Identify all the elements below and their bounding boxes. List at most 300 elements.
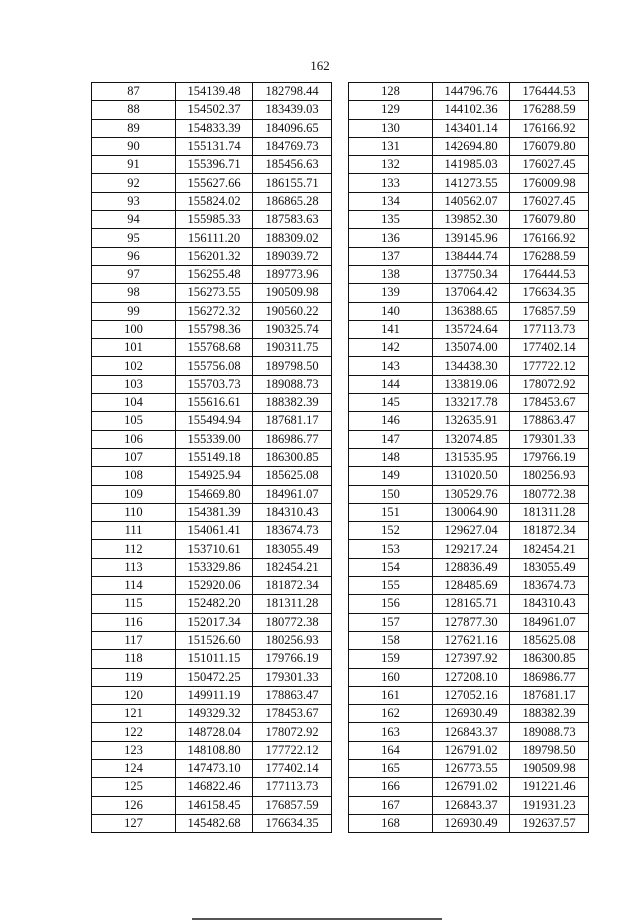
x-coordinate-cell: 143401.14	[433, 119, 510, 137]
y-coordinate-cell: 176444.53	[510, 83, 589, 101]
point-number-cell: 90	[92, 137, 176, 155]
y-coordinate-cell: 187681.17	[253, 412, 332, 430]
x-coordinate-cell: 145482.68	[176, 814, 253, 832]
point-number-cell: 112	[92, 540, 176, 558]
y-coordinate-cell: 188382.39	[510, 705, 589, 723]
x-coordinate-cell: 155798.36	[176, 320, 253, 338]
y-coordinate-cell: 178072.92	[510, 375, 589, 393]
point-number-cell: 155	[349, 577, 433, 595]
table-row	[349, 229, 589, 247]
point-number-cell: 98	[92, 284, 176, 302]
x-coordinate-cell: 149911.19	[176, 686, 253, 704]
y-coordinate-cell: 180256.93	[253, 631, 332, 649]
table-row	[92, 650, 332, 668]
point-number-cell: 91	[92, 156, 176, 174]
point-number-cell: 152	[349, 522, 433, 540]
table-row	[92, 741, 332, 759]
x-coordinate-cell: 137750.34	[433, 265, 510, 283]
y-coordinate-cell: 189088.73	[510, 723, 589, 741]
y-coordinate-cell: 179301.33	[510, 430, 589, 448]
point-number-cell: 109	[92, 485, 176, 503]
x-coordinate-cell: 133819.06	[433, 375, 510, 393]
x-coordinate-cell: 156255.48	[176, 265, 253, 283]
y-coordinate-cell: 181311.28	[253, 595, 332, 613]
x-coordinate-cell: 144102.36	[433, 101, 510, 119]
x-coordinate-cell: 155149.18	[176, 448, 253, 466]
y-coordinate-cell: 179766.19	[510, 448, 589, 466]
point-number-cell: 133	[349, 174, 433, 192]
x-coordinate-cell: 126791.02	[433, 741, 510, 759]
point-number-cell: 115	[92, 595, 176, 613]
table-row	[349, 613, 589, 631]
table-row	[349, 101, 589, 119]
y-coordinate-cell: 180256.93	[510, 467, 589, 485]
x-coordinate-cell: 152017.34	[176, 613, 253, 631]
point-number-cell: 105	[92, 412, 176, 430]
point-number-cell: 117	[92, 631, 176, 649]
y-coordinate-cell: 177113.73	[510, 320, 589, 338]
x-coordinate-cell: 155339.00	[176, 430, 253, 448]
y-coordinate-cell: 176079.80	[510, 211, 589, 229]
table-row	[92, 211, 332, 229]
table-row	[349, 357, 589, 375]
x-coordinate-cell: 127208.10	[433, 668, 510, 686]
point-number-cell: 143	[349, 357, 433, 375]
table-row	[92, 595, 332, 613]
x-coordinate-cell: 151526.60	[176, 631, 253, 649]
point-number-cell: 168	[349, 814, 433, 832]
table-row	[349, 723, 589, 741]
y-coordinate-cell: 176634.35	[510, 284, 589, 302]
point-number-cell: 130	[349, 119, 433, 137]
table-row	[92, 448, 332, 466]
x-coordinate-cell: 155494.94	[176, 412, 253, 430]
point-number-cell: 93	[92, 192, 176, 210]
y-coordinate-cell: 190311.75	[253, 339, 332, 357]
table-row	[349, 503, 589, 521]
x-coordinate-cell: 152482.20	[176, 595, 253, 613]
table-row	[349, 778, 589, 796]
table-row	[92, 558, 332, 576]
table-row	[349, 796, 589, 814]
y-coordinate-cell: 176288.59	[510, 101, 589, 119]
x-coordinate-cell: 135724.64	[433, 320, 510, 338]
table-row	[92, 339, 332, 357]
y-coordinate-cell: 189798.50	[253, 357, 332, 375]
coordinates-table-right	[348, 82, 589, 833]
table-row	[349, 412, 589, 430]
point-number-cell: 160	[349, 668, 433, 686]
x-coordinate-cell: 139145.96	[433, 229, 510, 247]
coordinates-table-left	[91, 82, 332, 833]
point-number-cell: 156	[349, 595, 433, 613]
point-number-cell: 89	[92, 119, 176, 137]
x-coordinate-cell: 141273.55	[433, 174, 510, 192]
point-number-cell: 102	[92, 357, 176, 375]
y-coordinate-cell: 192637.57	[510, 814, 589, 832]
table-row	[92, 540, 332, 558]
table-row	[92, 613, 332, 631]
x-coordinate-cell: 141985.03	[433, 156, 510, 174]
y-coordinate-cell: 186865.28	[253, 192, 332, 210]
y-coordinate-cell: 183674.73	[510, 577, 589, 595]
point-number-cell: 96	[92, 247, 176, 265]
point-number-cell: 142	[349, 339, 433, 357]
bottom-scan-line	[192, 918, 442, 920]
x-coordinate-cell: 152920.06	[176, 577, 253, 595]
y-coordinate-cell: 189798.50	[510, 741, 589, 759]
point-number-cell: 123	[92, 741, 176, 759]
y-coordinate-cell: 186986.77	[253, 430, 332, 448]
point-number-cell: 99	[92, 302, 176, 320]
table-row	[349, 302, 589, 320]
table-row	[92, 229, 332, 247]
table-row	[349, 119, 589, 137]
x-coordinate-cell: 126843.37	[433, 723, 510, 741]
point-number-cell: 161	[349, 686, 433, 704]
table-row	[92, 705, 332, 723]
y-coordinate-cell: 187681.17	[510, 686, 589, 704]
point-number-cell: 106	[92, 430, 176, 448]
y-coordinate-cell: 189088.73	[253, 375, 332, 393]
y-coordinate-cell: 183055.49	[253, 540, 332, 558]
y-coordinate-cell: 187583.63	[253, 211, 332, 229]
table-row	[349, 394, 589, 412]
y-coordinate-cell: 182798.44	[253, 83, 332, 101]
point-number-cell: 141	[349, 320, 433, 338]
table-row	[92, 247, 332, 265]
y-coordinate-cell: 190325.74	[253, 320, 332, 338]
y-coordinate-cell: 176027.45	[510, 192, 589, 210]
point-number-cell: 164	[349, 741, 433, 759]
x-coordinate-cell: 148728.04	[176, 723, 253, 741]
x-coordinate-cell: 127621.16	[433, 631, 510, 649]
x-coordinate-cell: 153329.86	[176, 558, 253, 576]
point-number-cell: 122	[92, 723, 176, 741]
table-row	[92, 302, 332, 320]
point-number-cell: 124	[92, 759, 176, 777]
table-row	[92, 320, 332, 338]
x-coordinate-cell: 126930.49	[433, 705, 510, 723]
point-number-cell: 150	[349, 485, 433, 503]
y-coordinate-cell: 176166.92	[510, 119, 589, 137]
point-number-cell: 87	[92, 83, 176, 101]
point-number-cell: 166	[349, 778, 433, 796]
table-row	[349, 320, 589, 338]
table-row	[349, 137, 589, 155]
y-coordinate-cell: 190560.22	[253, 302, 332, 320]
table-row	[349, 741, 589, 759]
x-coordinate-cell: 155627.66	[176, 174, 253, 192]
table-row	[349, 595, 589, 613]
table-row	[92, 577, 332, 595]
table-row	[92, 119, 332, 137]
table-row	[92, 814, 332, 832]
x-coordinate-cell: 155824.02	[176, 192, 253, 210]
table-row	[92, 156, 332, 174]
point-number-cell: 104	[92, 394, 176, 412]
table-row	[349, 339, 589, 357]
coordinates-table-left-body	[92, 83, 332, 833]
y-coordinate-cell: 184310.43	[253, 503, 332, 521]
x-coordinate-cell: 154061.41	[176, 522, 253, 540]
table-row	[349, 522, 589, 540]
point-number-cell: 134	[349, 192, 433, 210]
x-coordinate-cell: 156273.55	[176, 284, 253, 302]
x-coordinate-cell: 154833.39	[176, 119, 253, 137]
x-coordinate-cell: 128485.69	[433, 577, 510, 595]
y-coordinate-cell: 179301.33	[253, 668, 332, 686]
x-coordinate-cell: 127052.16	[433, 686, 510, 704]
y-coordinate-cell: 190509.98	[253, 284, 332, 302]
table-row	[349, 577, 589, 595]
y-coordinate-cell: 183674.73	[253, 522, 332, 540]
y-coordinate-cell: 177722.12	[510, 357, 589, 375]
x-coordinate-cell: 126843.37	[433, 796, 510, 814]
x-coordinate-cell: 156111.20	[176, 229, 253, 247]
table-row	[349, 467, 589, 485]
x-coordinate-cell: 142694.80	[433, 137, 510, 155]
x-coordinate-cell: 144796.76	[433, 83, 510, 101]
y-coordinate-cell: 176288.59	[510, 247, 589, 265]
table-row	[349, 375, 589, 393]
point-number-cell: 137	[349, 247, 433, 265]
coordinates-table-right-body	[349, 83, 589, 833]
x-coordinate-cell: 153710.61	[176, 540, 253, 558]
table-row	[349, 448, 589, 466]
point-number-cell: 167	[349, 796, 433, 814]
point-number-cell: 119	[92, 668, 176, 686]
point-number-cell: 157	[349, 613, 433, 631]
point-number-cell: 129	[349, 101, 433, 119]
x-coordinate-cell: 151011.15	[176, 650, 253, 668]
x-coordinate-cell: 126791.02	[433, 778, 510, 796]
x-coordinate-cell: 135074.00	[433, 339, 510, 357]
y-coordinate-cell: 188309.02	[253, 229, 332, 247]
table-row	[92, 357, 332, 375]
x-coordinate-cell: 131535.95	[433, 448, 510, 466]
table-row	[92, 686, 332, 704]
y-coordinate-cell: 188382.39	[253, 394, 332, 412]
y-coordinate-cell: 182454.21	[510, 540, 589, 558]
point-number-cell: 131	[349, 137, 433, 155]
table-row	[349, 174, 589, 192]
point-number-cell: 148	[349, 448, 433, 466]
x-coordinate-cell: 154139.48	[176, 83, 253, 101]
y-coordinate-cell: 184961.07	[510, 613, 589, 631]
x-coordinate-cell: 156272.32	[176, 302, 253, 320]
table-row	[92, 284, 332, 302]
x-coordinate-cell: 149329.32	[176, 705, 253, 723]
y-coordinate-cell: 176027.45	[510, 156, 589, 174]
table-row	[349, 83, 589, 101]
y-coordinate-cell: 184310.43	[510, 595, 589, 613]
table-row	[92, 412, 332, 430]
y-coordinate-cell: 178072.92	[253, 723, 332, 741]
point-number-cell: 111	[92, 522, 176, 540]
point-number-cell: 158	[349, 631, 433, 649]
table-row	[349, 668, 589, 686]
y-coordinate-cell: 178863.47	[253, 686, 332, 704]
y-coordinate-cell: 185456.63	[253, 156, 332, 174]
y-coordinate-cell: 176857.59	[253, 796, 332, 814]
x-coordinate-cell: 131020.50	[433, 467, 510, 485]
table-row	[349, 650, 589, 668]
point-number-cell: 113	[92, 558, 176, 576]
x-coordinate-cell: 128165.71	[433, 595, 510, 613]
table-row	[349, 485, 589, 503]
table-row	[92, 723, 332, 741]
table-row	[349, 705, 589, 723]
x-coordinate-cell: 154502.37	[176, 101, 253, 119]
x-coordinate-cell: 132074.85	[433, 430, 510, 448]
x-coordinate-cell: 127877.30	[433, 613, 510, 631]
point-number-cell: 165	[349, 759, 433, 777]
point-number-cell: 139	[349, 284, 433, 302]
table-row	[92, 394, 332, 412]
y-coordinate-cell: 191931.23	[510, 796, 589, 814]
x-coordinate-cell: 134438.30	[433, 357, 510, 375]
y-coordinate-cell: 186300.85	[510, 650, 589, 668]
table-row	[349, 211, 589, 229]
y-coordinate-cell: 177113.73	[253, 778, 332, 796]
y-coordinate-cell: 178453.67	[253, 705, 332, 723]
point-number-cell: 151	[349, 503, 433, 521]
y-coordinate-cell: 180772.38	[510, 485, 589, 503]
y-coordinate-cell: 179766.19	[253, 650, 332, 668]
x-coordinate-cell: 148108.80	[176, 741, 253, 759]
point-number-cell: 94	[92, 211, 176, 229]
table-row	[92, 467, 332, 485]
x-coordinate-cell: 137064.42	[433, 284, 510, 302]
x-coordinate-cell: 155396.71	[176, 156, 253, 174]
y-coordinate-cell: 181872.34	[510, 522, 589, 540]
point-number-cell: 162	[349, 705, 433, 723]
y-coordinate-cell: 186155.71	[253, 174, 332, 192]
point-number-cell: 154	[349, 558, 433, 576]
x-coordinate-cell: 127397.92	[433, 650, 510, 668]
table-row	[92, 265, 332, 283]
point-number-cell: 95	[92, 229, 176, 247]
table-row	[92, 101, 332, 119]
point-number-cell: 126	[92, 796, 176, 814]
x-coordinate-cell: 154669.80	[176, 485, 253, 503]
table-row	[349, 247, 589, 265]
point-number-cell: 97	[92, 265, 176, 283]
x-coordinate-cell: 129217.24	[433, 540, 510, 558]
y-coordinate-cell: 185625.08	[253, 467, 332, 485]
point-number-cell: 144	[349, 375, 433, 393]
y-coordinate-cell: 178863.47	[510, 412, 589, 430]
table-row	[349, 156, 589, 174]
y-coordinate-cell: 176079.80	[510, 137, 589, 155]
point-number-cell: 146	[349, 412, 433, 430]
x-coordinate-cell: 150472.25	[176, 668, 253, 686]
y-coordinate-cell: 184096.65	[253, 119, 332, 137]
table-row	[92, 192, 332, 210]
point-number-cell: 145	[349, 394, 433, 412]
x-coordinate-cell: 155985.33	[176, 211, 253, 229]
point-number-cell: 110	[92, 503, 176, 521]
y-coordinate-cell: 190509.98	[510, 759, 589, 777]
point-number-cell: 149	[349, 467, 433, 485]
table-row	[92, 796, 332, 814]
x-coordinate-cell: 133217.78	[433, 394, 510, 412]
y-coordinate-cell: 184769.73	[253, 137, 332, 155]
x-coordinate-cell: 126773.55	[433, 759, 510, 777]
x-coordinate-cell: 155616.61	[176, 394, 253, 412]
x-coordinate-cell: 147473.10	[176, 759, 253, 777]
point-number-cell: 159	[349, 650, 433, 668]
point-number-cell: 135	[349, 211, 433, 229]
x-coordinate-cell: 155131.74	[176, 137, 253, 155]
x-coordinate-cell: 136388.65	[433, 302, 510, 320]
y-coordinate-cell: 189039.72	[253, 247, 332, 265]
page-number: 162	[310, 58, 330, 73]
point-number-cell: 136	[349, 229, 433, 247]
y-coordinate-cell: 177402.14	[510, 339, 589, 357]
point-number-cell: 153	[349, 540, 433, 558]
x-coordinate-cell: 155768.68	[176, 339, 253, 357]
x-coordinate-cell: 132635.91	[433, 412, 510, 430]
y-coordinate-cell: 189773.96	[253, 265, 332, 283]
x-coordinate-cell: 129627.04	[433, 522, 510, 540]
x-coordinate-cell: 126930.49	[433, 814, 510, 832]
table-row	[349, 686, 589, 704]
y-coordinate-cell: 176634.35	[253, 814, 332, 832]
y-coordinate-cell: 177722.12	[253, 741, 332, 759]
x-coordinate-cell: 155703.73	[176, 375, 253, 393]
y-coordinate-cell: 183439.03	[253, 101, 332, 119]
x-coordinate-cell: 156201.32	[176, 247, 253, 265]
x-coordinate-cell: 139852.30	[433, 211, 510, 229]
table-row	[92, 485, 332, 503]
y-coordinate-cell: 176166.92	[510, 229, 589, 247]
x-coordinate-cell: 155756.08	[176, 357, 253, 375]
x-coordinate-cell: 140562.07	[433, 192, 510, 210]
table-row	[349, 759, 589, 777]
point-number-cell: 138	[349, 265, 433, 283]
y-coordinate-cell: 181311.28	[510, 503, 589, 521]
point-number-cell: 101	[92, 339, 176, 357]
x-coordinate-cell: 154381.39	[176, 503, 253, 521]
y-coordinate-cell: 186300.85	[253, 448, 332, 466]
x-coordinate-cell: 146158.45	[176, 796, 253, 814]
y-coordinate-cell: 180772.38	[253, 613, 332, 631]
y-coordinate-cell: 181872.34	[253, 577, 332, 595]
table-row	[92, 174, 332, 192]
y-coordinate-cell: 176857.59	[510, 302, 589, 320]
point-number-cell: 88	[92, 101, 176, 119]
point-number-cell: 147	[349, 430, 433, 448]
point-number-cell: 118	[92, 650, 176, 668]
point-number-cell: 125	[92, 778, 176, 796]
table-row	[92, 83, 332, 101]
point-number-cell: 132	[349, 156, 433, 174]
y-coordinate-cell: 176444.53	[510, 265, 589, 283]
x-coordinate-cell: 128836.49	[433, 558, 510, 576]
table-row	[349, 814, 589, 832]
table-row	[92, 430, 332, 448]
table-row	[349, 558, 589, 576]
y-coordinate-cell: 183055.49	[510, 558, 589, 576]
table-row	[349, 284, 589, 302]
table-row	[92, 631, 332, 649]
x-coordinate-cell: 138444.74	[433, 247, 510, 265]
table-row	[92, 137, 332, 155]
table-row	[349, 631, 589, 649]
table-row	[92, 375, 332, 393]
